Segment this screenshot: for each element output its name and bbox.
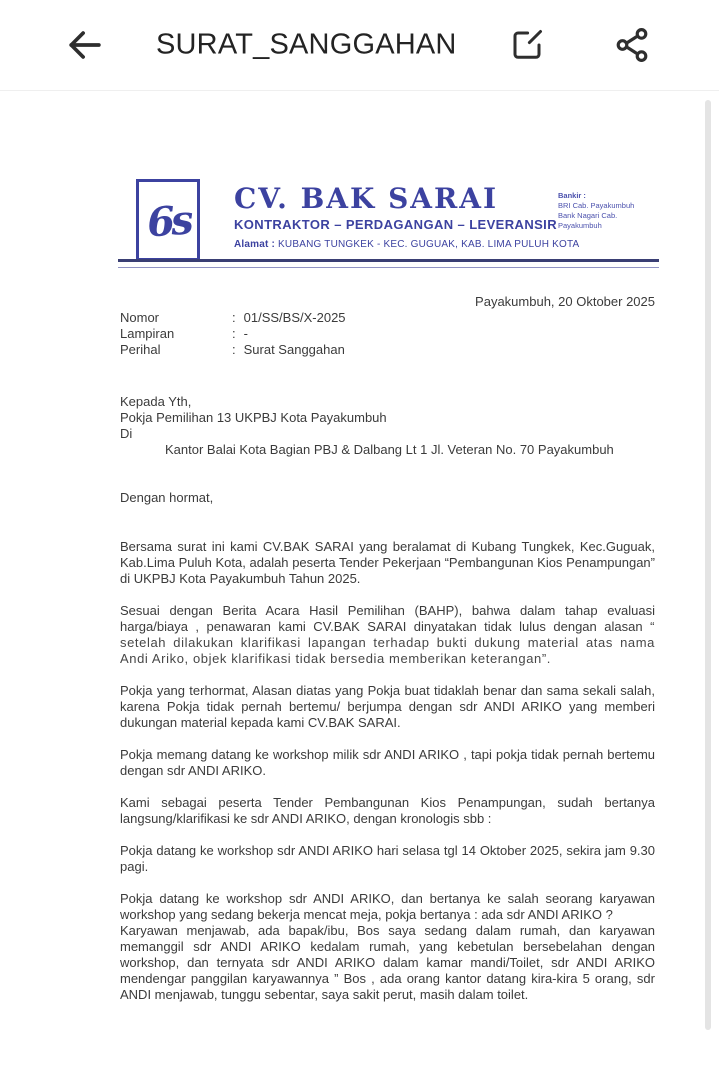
back-button[interactable]	[58, 19, 110, 71]
recipient-name: Pokja Pemilihan 13 UKPBJ Kota Payakumbuh	[120, 410, 387, 425]
app-bar	[0, 0, 719, 91]
paragraph: Pokja datang ke workshop sdr ANDI ARIKO hari selasa tgl 14 Oktober 2025, sekira jam 9.30 pagi.	[120, 843, 655, 874]
edit-button[interactable]	[501, 19, 553, 71]
meta-colon: :	[232, 310, 236, 325]
paragraph-quote: “ setelah dilakukan klarifikasi lapangan terhadap bukti dukung material atas nama Andi Ariko, objek klarifikasi tidak bersedia memberikan keterangan”.	[120, 619, 655, 666]
recipient-salutation: Kepada Yth,	[120, 394, 192, 409]
meta-row-perihal	[120, 342, 655, 358]
paragraph: Bersama surat ini kami CV.BAK SARAI yang beralamat di Kubang Tungkek, Kec.Guguak, Kab.Lima Puluh Kota, adalah peserta Tender Pekerjaan “Pembangunan Kios Penampungan” di UKPBJ Kota Payakumbuh Tahun 2025.	[120, 539, 655, 586]
meta-label: Lampiran	[120, 326, 175, 341]
paragraph: Kami sebagai peserta Tender Pembangunan Kios Penampungan, sudah bertanya langsung/klarifikasi ke sdr ANDI ARIKO, dengan kronologis sbb :	[120, 795, 655, 826]
share-button[interactable]	[606, 19, 658, 71]
paragraph: Pokja datang ke workshop sdr ANDI ARIKO, dan bertanya ke salah seorang karyawan workshop yang sedang bekerja mencat meja, pokja bertanya : ada sdr ANDI ARIKO ?	[120, 891, 655, 922]
back-arrow-icon	[63, 24, 105, 66]
paragraph: Pokja yang terhormat, Alasan diatas yang Pokja buat tidaklah benar dan sama sekali salah, karena Pokja tidak pernah bertemu/ berjumpa dengan sdr ANDI ARIKO yang memberi dukungan material kepada kami CV.BAK SARAI.	[120, 683, 655, 730]
bank-label: Bankir :	[558, 191, 586, 200]
company-address-text: KUBANG TUNGKEK - KEC. GUGUAK, KAB. LIMA PULUH KOTA	[278, 239, 580, 250]
paragraph: Pokja memang datang ke workshop milik sdr ANDI ARIKO , tapi pokja tidak pernah bertemu dengan sdr ANDI ARIKO.	[120, 747, 655, 778]
page-title: SURAT_SANGGAHAN	[156, 28, 457, 61]
bank-line: BRI Cab. Payakumbuh	[558, 201, 635, 210]
meta-colon: :	[232, 326, 236, 341]
share-icon	[613, 26, 651, 64]
meta-label: Perihal	[120, 342, 161, 357]
recipient-di: Di	[120, 426, 133, 441]
bank-line: Bank Nagari Cab. Payakumbuh	[558, 211, 618, 230]
meta-value: Surat Sanggahan	[243, 342, 345, 357]
letterhead-divider	[118, 259, 659, 268]
paragraph	[120, 603, 655, 667]
scrollbar-thumb[interactable]	[705, 100, 711, 1030]
recipient-address: Kantor Balai Kota Bagian PBJ & Dalbang Lt 1 Jl. Veteran No. 70 Payakumbuh	[165, 442, 614, 457]
company-logo-text: 6s	[145, 196, 191, 247]
city-date: Payakumbuh, 20 Oktober 2025	[475, 294, 655, 309]
letterhead	[120, 163, 655, 268]
edit-icon	[509, 27, 545, 63]
meta-label: Nomor	[120, 310, 160, 325]
meta-row-nomor	[120, 310, 655, 326]
company-address	[234, 237, 580, 253]
company-logo	[136, 179, 200, 261]
bank-info	[558, 191, 658, 231]
meta-colon: :	[232, 342, 236, 357]
document-page	[120, 163, 655, 1003]
company-address-label: Alamat :	[234, 239, 276, 250]
meta-value: 01/SS/BS/X-2025	[243, 310, 346, 325]
recipient-block	[120, 394, 655, 458]
opening-salutation: Dengan hormat,	[120, 490, 214, 505]
meta-value: -	[243, 326, 248, 341]
paragraph-lead: Sesuai dengan Berita Acara Hasil Pemilihan (BAHP), bahwa dalam tahap evaluasi harga/biaya , penawaran kami CV.BAK SARAI dinyatakan tidak lulus dengan alasan	[120, 603, 655, 634]
paragraph: Karyawan menjawab, ada bapak/ibu, Bos saya sedang dalam rumah, dan karyawan memanggil sdr ANDI ARIKO kedalam rumah, yang kebetulan bersebelahan dengan workshop, dan ternyata sdr ANDI ARIKO dalam kamar mandi/Toilet, sdr ANDI ARIKO mendengar panggilan karyawannya ” Bos , ada orang kantor datang kira-kira 5 orang, sdr ANDI menjawab, tunggu sebentar, saya sakit perut, masih dalam toilet.	[120, 923, 655, 1002]
company-name: CV. BAK SARAI	[234, 182, 499, 215]
company-tagline: KONTRAKTOR – PERDAGANGAN – LEVERANSIR	[234, 217, 557, 232]
meta-row-lampiran	[120, 326, 655, 342]
